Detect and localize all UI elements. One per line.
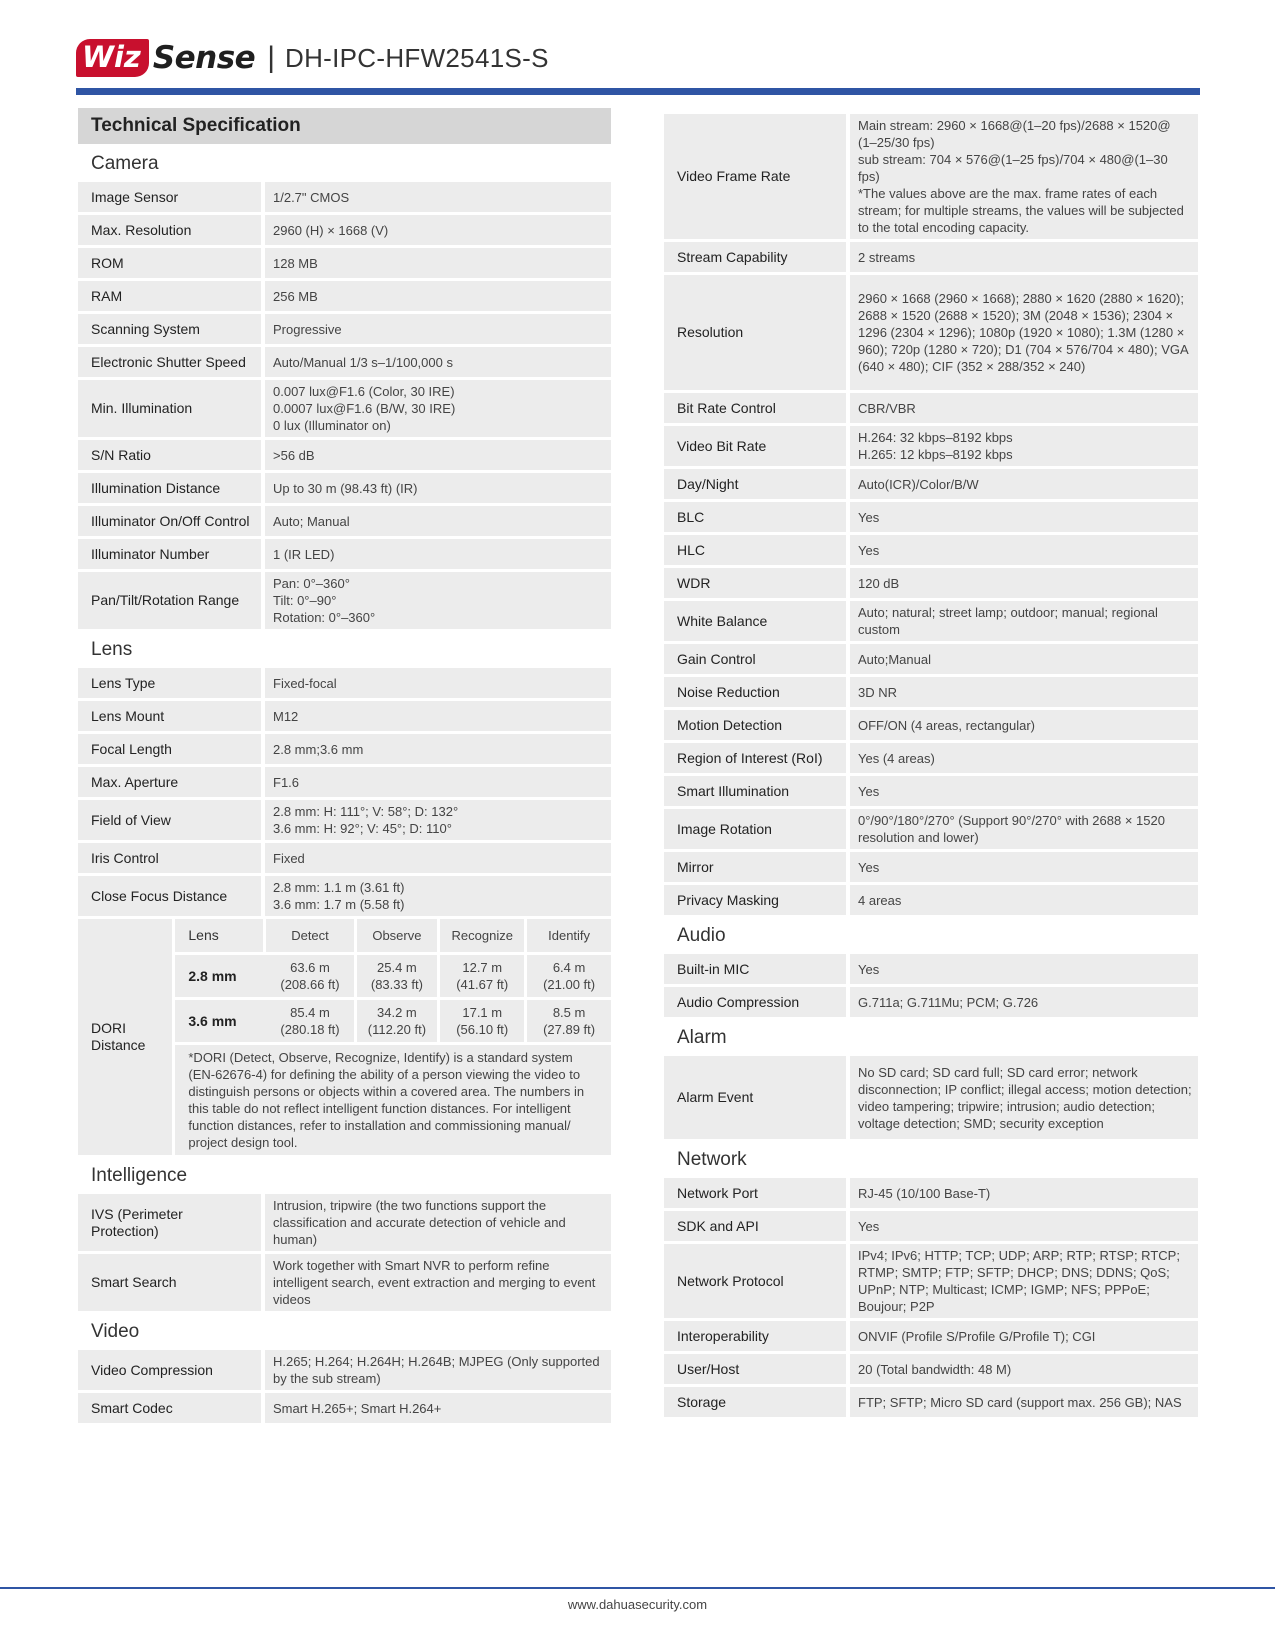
spec-value: CBR/VBR <box>850 393 1198 423</box>
spec-row <box>78 734 611 764</box>
logo-sense-text: Sense <box>152 40 256 76</box>
spec-label: Electronic Shutter Speed <box>78 347 265 377</box>
model-number: DH-IPC-HFW2541S-S <box>285 42 549 73</box>
spec-label: Smart Illumination <box>664 776 850 806</box>
section-heading-video: Video <box>91 1321 140 1342</box>
spec-value: Work together with Smart NVR to perform refine intelligent search, event extraction and merging to event videos <box>265 1254 611 1311</box>
spec-label: Max. Resolution <box>78 215 265 245</box>
spec-label: Video Compression <box>78 1350 265 1390</box>
spec-value: Up to 30 m (98.43 ft) (IR) <box>265 473 611 503</box>
dori-cell: 63.6 m (208.66 ft) <box>266 955 356 997</box>
section-heading-network: Network <box>677 1149 747 1170</box>
spec-value: Yes <box>850 852 1198 882</box>
spec-label: Field of View <box>78 800 265 840</box>
spec-row <box>664 275 1198 390</box>
spec-label: Pan/Tilt/Rotation Range <box>78 572 265 629</box>
lens-spec-table <box>78 665 611 919</box>
dori-distance-label: DORI Distance <box>78 919 175 1155</box>
spec-value: Main stream: 2960 × 1668@(1–20 fps)/2688 × 1520@ (1–25/30 fps) sub stream: 704 × 576@(1–25 fps)/704 × 480@(1–30 fps) *The values above are the max. frame rates of each stream; for multiple streams, the values will be subjected to the total encoding capacity. <box>850 114 1198 239</box>
spec-row <box>78 876 611 916</box>
spec-value: Smart H.265+; Smart H.264+ <box>265 1393 611 1423</box>
spec-row <box>664 743 1198 773</box>
spec-value: H.265; H.264; H.264H; H.264B; MJPEG (Only supported by the sub stream) <box>265 1350 611 1390</box>
spec-value: Progressive <box>265 314 611 344</box>
spec-label: Day/Night <box>664 469 850 499</box>
section-heading-audio: Audio <box>677 925 726 946</box>
spec-value: Fixed-focal <box>265 668 611 698</box>
spec-row <box>664 426 1198 466</box>
spec-row <box>664 242 1198 272</box>
spec-label: Motion Detection <box>664 710 850 740</box>
spec-value: 2960 × 1668 (2960 × 1668); 2880 × 1620 (2880 × 1620); 2688 × 1520 (2688 × 1520); 3M (2048 × 1536); 2304 × 1296 (2304 × 1296); 1080p (1920 × 1080); 1.3M (1280 × 960); 720p (1280 × 720); D1 (704 × 576/704 × 480); VGA (640 × 480); CIF (352 × 288/352 × 240) <box>850 275 1198 390</box>
spec-row <box>664 644 1198 674</box>
spec-row <box>78 440 611 470</box>
spec-label: User/Host <box>664 1354 850 1384</box>
spec-row <box>664 568 1198 598</box>
dori-distance-table <box>78 916 611 1158</box>
spec-label: White Balance <box>664 601 850 641</box>
spec-label: Privacy Masking <box>664 885 850 915</box>
spec-label: HLC <box>664 535 850 565</box>
intelligence-spec-table <box>78 1191 611 1314</box>
spec-row <box>664 1211 1198 1241</box>
spec-label: Mirror <box>664 852 850 882</box>
section-heading-alarm: Alarm <box>677 1027 727 1048</box>
spec-label: Resolution <box>664 275 850 390</box>
spec-value: 120 dB <box>850 568 1198 598</box>
spec-row <box>78 248 611 278</box>
spec-label: Gain Control <box>664 644 850 674</box>
spec-label: Image Rotation <box>664 809 850 849</box>
dori-cell: 25.4 m (83.33 ft) <box>357 955 441 997</box>
spec-row <box>664 885 1198 915</box>
spec-value: RJ-45 (10/100 Base-T) <box>850 1178 1198 1208</box>
spec-value: FTP; SFTP; Micro SD card (support max. 256 GB); NAS <box>850 1387 1198 1417</box>
spec-label: Illuminator On/Off Control <box>78 506 265 536</box>
spec-label: Focal Length <box>78 734 265 764</box>
spec-row <box>78 767 611 797</box>
spec-value: Yes <box>850 1211 1198 1241</box>
dori-row-lens: 2.8 mm <box>175 955 266 997</box>
dori-cell: 8.5 m (27.89 ft) <box>527 1000 611 1042</box>
dori-cell: 12.7 m (41.67 ft) <box>440 955 527 997</box>
spec-value: 128 MB <box>265 248 611 278</box>
spec-label: Close Focus Distance <box>78 876 265 916</box>
spec-row <box>664 954 1198 984</box>
camera-spec-table <box>78 179 611 632</box>
audio-spec-table <box>664 951 1198 1020</box>
dori-header-recognize: Recognize <box>440 919 527 952</box>
spec-label: Max. Aperture <box>78 767 265 797</box>
spec-row <box>78 1350 611 1390</box>
spec-row <box>664 1354 1198 1384</box>
spec-row <box>664 469 1198 499</box>
dori-header-lens: Lens <box>175 919 266 952</box>
spec-row <box>78 572 611 629</box>
dori-header-identify: Identify <box>527 919 611 952</box>
spec-label: Stream Capability <box>664 242 850 272</box>
spec-value: Fixed <box>265 843 611 873</box>
spec-row <box>664 710 1198 740</box>
spec-value: Yes <box>850 776 1198 806</box>
spec-value: F1.6 <box>265 767 611 797</box>
spec-value: 0.007 lux@F1.6 (Color, 30 IRE) 0.0007 lux@F1.6 (B/W, 30 IRE) 0 lux (Illuminator on) <box>265 380 611 437</box>
spec-row <box>78 281 611 311</box>
spec-label: WDR <box>664 568 850 598</box>
video-spec-table-left <box>78 1347 611 1426</box>
spec-label: Bit Rate Control <box>664 393 850 423</box>
spec-row <box>78 347 611 377</box>
dori-cell: 85.4 m (280.18 ft) <box>266 1000 356 1042</box>
footer-divider <box>0 1587 1275 1589</box>
spec-row <box>78 314 611 344</box>
left-column <box>78 108 611 1426</box>
spec-row <box>78 380 611 437</box>
spec-row <box>78 215 611 245</box>
section-heading-camera: Camera <box>91 153 159 174</box>
dori-header-observe: Observe <box>357 919 441 952</box>
spec-row <box>78 1194 611 1251</box>
spec-value: 2.8 mm: 1.1 m (3.61 ft) 3.6 mm: 1.7 m (5.58 ft) <box>265 876 611 916</box>
spec-row <box>664 1387 1198 1417</box>
spec-value: 256 MB <box>265 281 611 311</box>
spec-row <box>664 502 1198 532</box>
spec-value: Auto; natural; street lamp; outdoor; manual; regional custom <box>850 601 1198 641</box>
spec-label: Illumination Distance <box>78 473 265 503</box>
spec-label: Built-in MIC <box>664 954 850 984</box>
spec-row <box>664 535 1198 565</box>
header-divider <box>76 88 1200 95</box>
spec-label: Storage <box>664 1387 850 1417</box>
spec-label: IVS (Perimeter Protection) <box>78 1194 265 1251</box>
spec-value: Yes (4 areas) <box>850 743 1198 773</box>
spec-label: Lens Mount <box>78 701 265 731</box>
spec-value: Auto;Manual <box>850 644 1198 674</box>
spec-row <box>664 1321 1198 1351</box>
spec-label: BLC <box>664 502 850 532</box>
network-spec-table <box>664 1175 1198 1420</box>
dori-cell: 34.2 m (112.20 ft) <box>357 1000 441 1042</box>
spec-value: Yes <box>850 954 1198 984</box>
spec-label: Noise Reduction <box>664 677 850 707</box>
spec-label: Lens Type <box>78 668 265 698</box>
spec-label: Network Protocol <box>664 1244 850 1318</box>
spec-value: Yes <box>850 535 1198 565</box>
spec-value: No SD card; SD card full; SD card error; network disconnection; IP conflict; illegal access; motion detection; video tampering; tripwire; intrusion; audio detection; voltage detection; SMD; security exception <box>850 1056 1198 1139</box>
spec-value: 1 (IR LED) <box>265 539 611 569</box>
spec-value: 3D NR <box>850 677 1198 707</box>
dori-cell: 17.1 m (56.10 ft) <box>440 1000 527 1042</box>
spec-label: Audio Compression <box>664 987 850 1017</box>
spec-row <box>664 1178 1198 1208</box>
spec-row <box>664 1056 1198 1139</box>
spec-label: Video Bit Rate <box>664 426 850 466</box>
spec-value: 2.8 mm: H: 111°; V: 58°; D: 132° 3.6 mm: H: 92°; V: 45°; D: 110° <box>265 800 611 840</box>
spec-value: Yes <box>850 502 1198 532</box>
spec-row <box>78 473 611 503</box>
spec-value: 2 streams <box>850 242 1198 272</box>
spec-label: Smart Search <box>78 1254 265 1311</box>
spec-label: Region of Interest (RoI) <box>664 743 850 773</box>
spec-row <box>664 677 1198 707</box>
spec-row <box>78 506 611 536</box>
spec-value: 20 (Total bandwidth: 48 M) <box>850 1354 1198 1384</box>
spec-row <box>664 776 1198 806</box>
spec-value: Intrusion, tripwire (the two functions support the classification and accurate detection of vehicle and human) <box>265 1194 611 1251</box>
spec-row <box>664 852 1198 882</box>
spec-value: M12 <box>265 701 611 731</box>
section-heading-lens: Lens <box>91 639 133 660</box>
alarm-spec-table <box>664 1053 1198 1142</box>
spec-value: Auto; Manual <box>265 506 611 536</box>
spec-value: 4 areas <box>850 885 1198 915</box>
dori-header-detect: Detect <box>266 919 356 952</box>
spec-row <box>664 393 1198 423</box>
spec-label: Iris Control <box>78 843 265 873</box>
dori-footnote: *DORI (Detect, Observe, Recognize, Identify) is a standard system (EN-62676-4) for defining the ability of a person viewing the video to distinguish persons or objects within a covered area. The numbers in this table do not reflect intelligent function distances. For intelligent function distances, refer to installation and commissioning manual/ project design tool. <box>175 1045 611 1155</box>
page-header <box>76 38 549 78</box>
spec-value: H.264: 32 kbps–8192 kbps H.265: 12 kbps–8192 kbps <box>850 426 1198 466</box>
spec-row <box>664 1244 1198 1318</box>
spec-value: G.711a; G.711Mu; PCM; G.726 <box>850 987 1198 1017</box>
spec-value: 0°/90°/180°/270° (Support 90°/270° with 2688 × 1520 resolution and lower) <box>850 809 1198 849</box>
spec-row <box>78 1254 611 1311</box>
spec-label: Illuminator Number <box>78 539 265 569</box>
spec-value: Auto(ICR)/Color/B/W <box>850 469 1198 499</box>
spec-row <box>78 1393 611 1423</box>
spec-value: OFF/ON (4 areas, rectangular) <box>850 710 1198 740</box>
spec-label: S/N Ratio <box>78 440 265 470</box>
spec-row <box>664 114 1198 239</box>
spec-row <box>78 668 611 698</box>
technical-specification-title: Technical Specification <box>78 108 611 144</box>
spec-label: RAM <box>78 281 265 311</box>
header-separator: | <box>267 41 276 74</box>
video-spec-table-right <box>664 111 1198 918</box>
spec-row <box>664 809 1198 849</box>
logo-wiz-text: Wiz <box>76 39 149 77</box>
dori-row-lens: 3.6 mm <box>175 1000 266 1042</box>
dori-cell: 6.4 m (21.00 ft) <box>527 955 611 997</box>
spec-value: 2960 (H) × 1668 (V) <box>265 215 611 245</box>
spec-value: >56 dB <box>265 440 611 470</box>
spec-label: Alarm Event <box>664 1056 850 1139</box>
footer-url[interactable]: www.dahuasecurity.com <box>567 1597 708 1612</box>
spec-row <box>78 701 611 731</box>
spec-value: 1/2.7" CMOS <box>265 182 611 212</box>
spec-value: 2.8 mm;3.6 mm <box>265 734 611 764</box>
spec-label: Image Sensor <box>78 182 265 212</box>
spec-label: Network Port <box>664 1178 850 1208</box>
spec-row <box>78 800 611 840</box>
spec-value: ONVIF (Profile S/Profile G/Profile T); CGI <box>850 1321 1198 1351</box>
spec-label: ROM <box>78 248 265 278</box>
spec-row <box>78 539 611 569</box>
spec-label: Smart Codec <box>78 1393 265 1423</box>
spec-value: Pan: 0°–360° Tilt: 0°–90° Rotation: 0°–360° <box>265 572 611 629</box>
spec-row <box>78 843 611 873</box>
spec-label: Min. Illumination <box>78 380 265 437</box>
spec-value: Auto/Manual 1/3 s–1/100,000 s <box>265 347 611 377</box>
spec-row <box>664 601 1198 641</box>
spec-value: IPv4; IPv6; HTTP; TCP; UDP; ARP; RTP; RTSP; RTCP; RTMP; SMTP; FTP; SFTP; DHCP; DNS; DDNS; QoS; UPnP; NTP; Multicast; ICMP; IGMP; NFS; PPPoE; Boujour; P2P <box>850 1244 1198 1318</box>
wizsense-logo <box>76 38 255 78</box>
spec-label: Interoperability <box>664 1321 850 1351</box>
spec-label: Video Frame Rate <box>664 114 850 239</box>
spec-row <box>664 987 1198 1017</box>
section-heading-intelligence: Intelligence <box>91 1165 188 1186</box>
spec-label: SDK and API <box>664 1211 850 1241</box>
right-column <box>664 108 1198 1420</box>
spec-row <box>78 182 611 212</box>
spec-label: Scanning System <box>78 314 265 344</box>
